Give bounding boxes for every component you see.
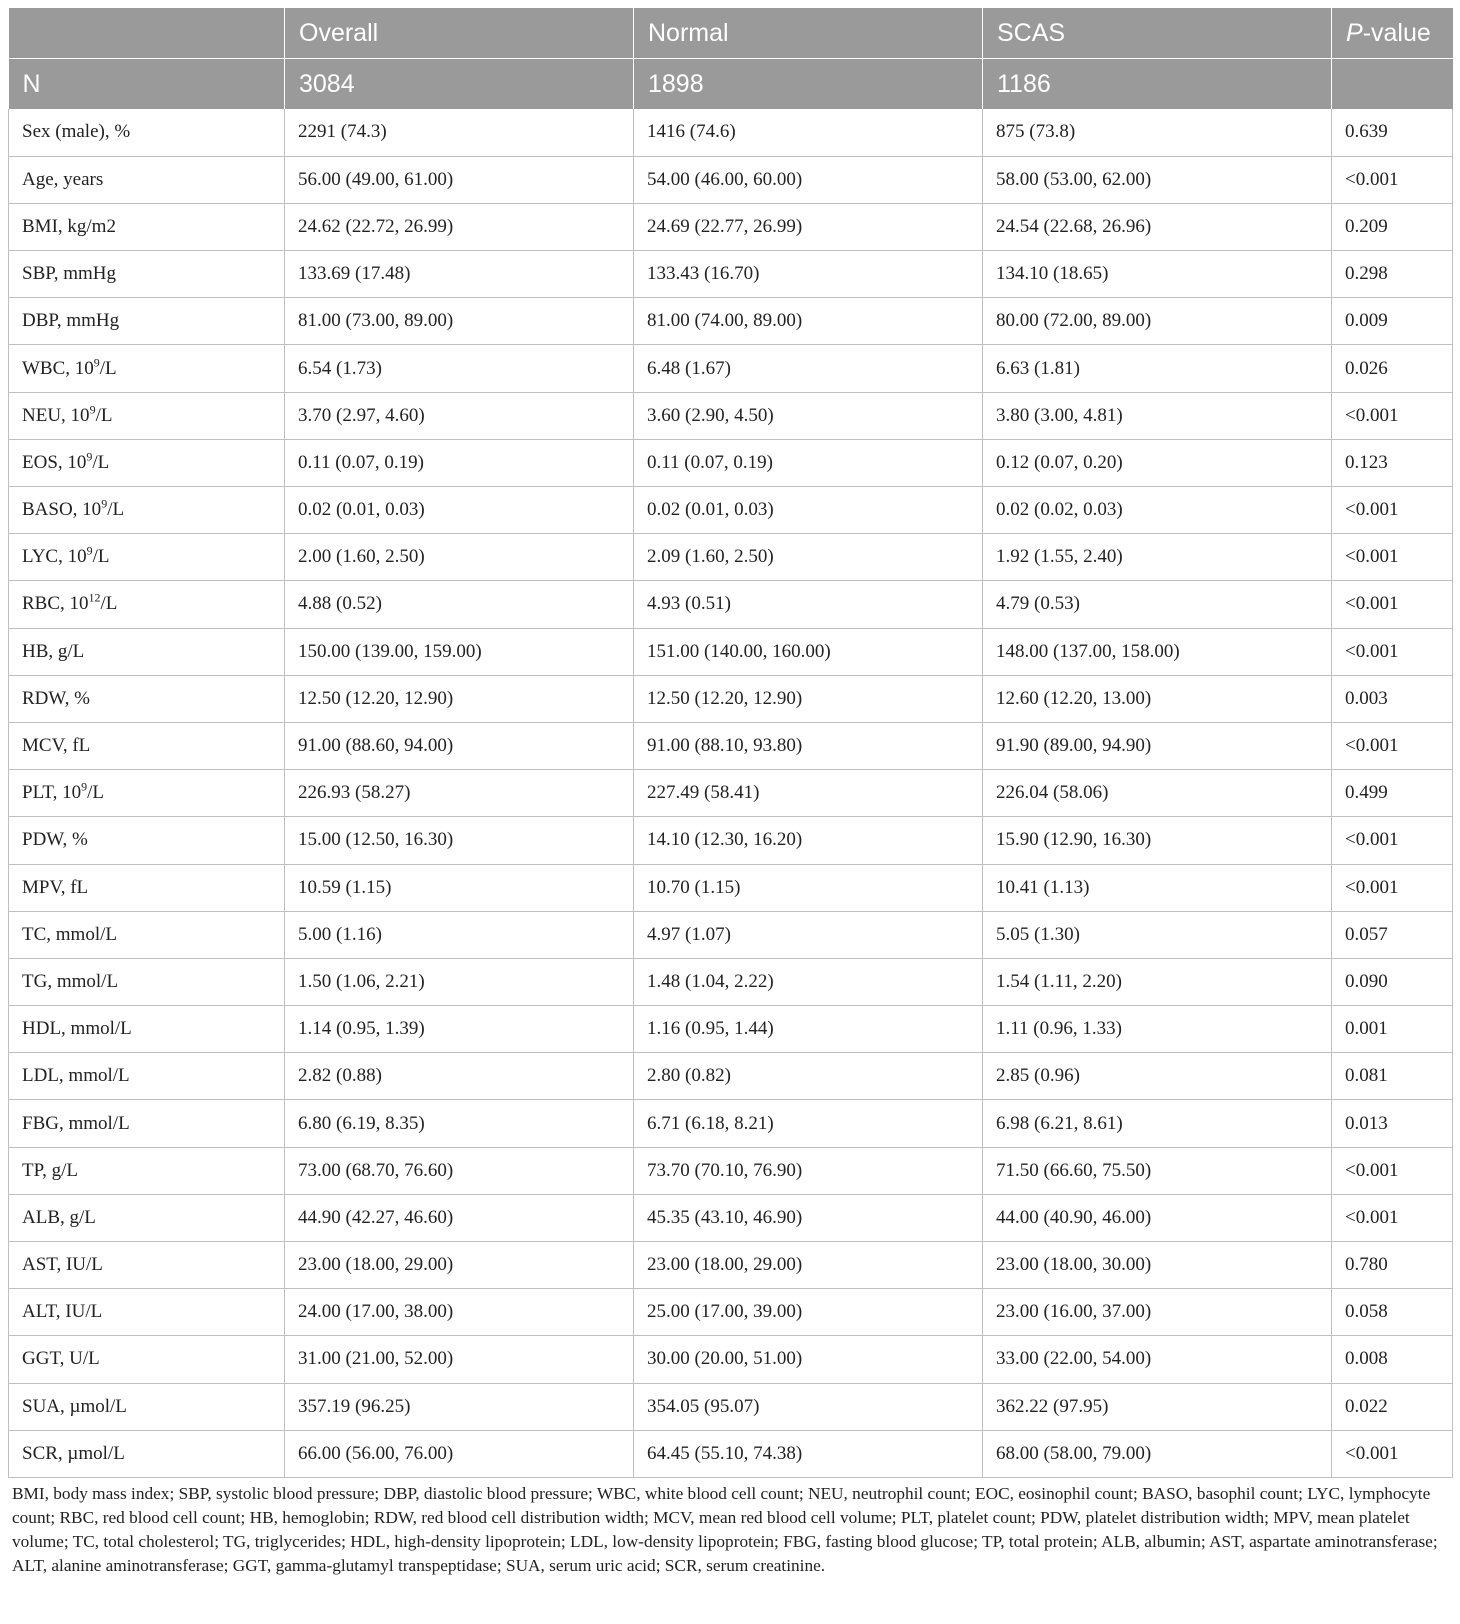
table-row (9, 251, 1453, 298)
cell-overall: 91.00 (88.60, 94.00) (285, 722, 634, 769)
cell-p-value: 0.022 (1332, 1383, 1453, 1430)
table-row (9, 770, 1453, 817)
cell-p-value: 0.081 (1332, 1053, 1453, 1100)
row-label (9, 1383, 285, 1430)
row-label-exponent: 9 (93, 355, 100, 370)
table-row (9, 864, 1453, 911)
cell-normal: 1416 (74.6) (634, 109, 983, 156)
row-label-text: HDL, mmol/L (22, 1018, 132, 1040)
n-p (1332, 59, 1453, 110)
table-row (9, 958, 1453, 1005)
cell-overall: 23.00 (18.00, 29.00) (285, 1242, 634, 1289)
cell-scas: 6.98 (6.21, 8.61) (983, 1100, 1332, 1147)
table-row (9, 439, 1453, 486)
n-scas: 1186 (983, 59, 1332, 110)
row-label-text: HB, g/L (22, 640, 85, 662)
cell-overall: 150.00 (139.00, 159.00) (285, 628, 634, 675)
row-label-text: DBP, mmHg (22, 310, 120, 332)
table-row (9, 1100, 1453, 1147)
cell-overall: 2.82 (0.88) (285, 1053, 634, 1100)
cell-p-value: 0.639 (1332, 109, 1453, 156)
cell-scas: 4.79 (0.53) (983, 581, 1332, 628)
cell-overall: 56.00 (49.00, 61.00) (285, 156, 634, 203)
cell-p-value: 0.499 (1332, 770, 1453, 817)
row-label (9, 1006, 285, 1053)
cell-scas: 875 (73.8) (983, 109, 1332, 156)
p-rest: -value (1362, 18, 1431, 47)
n-label: N (9, 59, 285, 110)
cell-p-value: 0.009 (1332, 298, 1453, 345)
row-label (9, 911, 285, 958)
table-row (9, 487, 1453, 534)
cell-normal: 81.00 (74.00, 89.00) (634, 298, 983, 345)
table-row (9, 203, 1453, 250)
table-container (8, 8, 1452, 1578)
cell-overall: 31.00 (21.00, 52.00) (285, 1336, 634, 1383)
cell-scas: 5.05 (1.30) (983, 911, 1332, 958)
row-label-text: TP, g/L (22, 1159, 78, 1181)
cell-p-value: 0.057 (1332, 911, 1453, 958)
cell-p-value: 0.298 (1332, 251, 1453, 298)
cell-scas: 10.41 (1.13) (983, 864, 1332, 911)
cell-normal: 30.00 (20.00, 51.00) (634, 1336, 983, 1383)
cell-p-value: <0.001 (1332, 392, 1453, 439)
row-label (9, 1430, 285, 1477)
cell-overall: 357.19 (96.25) (285, 1383, 634, 1430)
row-label-text: RDW, % (22, 687, 90, 709)
cell-scas: 3.80 (3.00, 4.81) (983, 392, 1332, 439)
table-row (9, 1242, 1453, 1289)
row-label-unit: /L (95, 404, 113, 426)
row-label-text: WBC, 10 (22, 357, 94, 379)
cell-normal: 354.05 (95.07) (634, 1383, 983, 1430)
row-label-text: Age, years (22, 168, 104, 190)
row-label-text: PLT, 10 (22, 782, 82, 804)
cell-scas: 91.90 (89.00, 94.90) (983, 722, 1332, 769)
cell-scas: 24.54 (22.68, 26.96) (983, 203, 1332, 250)
n-overall: 3084 (285, 59, 634, 110)
cell-overall: 6.54 (1.73) (285, 345, 634, 392)
cell-scas: 33.00 (22.00, 54.00) (983, 1336, 1332, 1383)
cell-p-value: 0.058 (1332, 1289, 1453, 1336)
row-label (9, 298, 285, 345)
cell-overall: 133.69 (17.48) (285, 251, 634, 298)
cell-normal: 45.35 (43.10, 46.90) (634, 1194, 983, 1241)
cell-scas: 44.00 (40.90, 46.00) (983, 1194, 1332, 1241)
table-row (9, 298, 1453, 345)
row-label-text: ALB, g/L (22, 1206, 96, 1228)
row-label (9, 534, 285, 581)
row-label (9, 817, 285, 864)
row-label (9, 1100, 285, 1147)
row-label (9, 581, 285, 628)
cell-normal: 0.11 (0.07, 0.19) (634, 439, 983, 486)
n-normal: 1898 (634, 59, 983, 110)
cell-p-value: <0.001 (1332, 1430, 1453, 1477)
row-label-text: BMI, kg/m2 (22, 215, 116, 237)
cell-p-value: <0.001 (1332, 1194, 1453, 1241)
cell-normal: 3.60 (2.90, 4.50) (634, 392, 983, 439)
cell-overall: 1.50 (1.06, 2.21) (285, 958, 634, 1005)
row-label (9, 1242, 285, 1289)
cell-scas: 362.22 (97.95) (983, 1383, 1332, 1430)
cell-scas: 23.00 (16.00, 37.00) (983, 1289, 1332, 1336)
row-label (9, 487, 285, 534)
row-label-text: RBC, 10 (22, 593, 89, 615)
cell-scas: 58.00 (53.00, 62.00) (983, 156, 1332, 203)
cell-normal: 133.43 (16.70) (634, 251, 983, 298)
header-p-value (1332, 8, 1453, 59)
cell-normal: 1.48 (1.04, 2.22) (634, 958, 983, 1005)
cell-scas: 68.00 (58.00, 79.00) (983, 1430, 1332, 1477)
row-label (9, 1336, 285, 1383)
cell-overall: 3.70 (2.97, 4.60) (285, 392, 634, 439)
table-row (9, 628, 1453, 675)
cell-p-value: <0.001 (1332, 534, 1453, 581)
cell-p-value: <0.001 (1332, 487, 1453, 534)
header-row (9, 8, 1453, 59)
row-label-exponent: 9 (86, 449, 93, 464)
cell-p-value: 0.008 (1332, 1336, 1453, 1383)
row-label-exponent: 12 (88, 591, 101, 606)
cell-overall: 4.88 (0.52) (285, 581, 634, 628)
table-row (9, 1383, 1453, 1430)
cell-scas: 226.04 (58.06) (983, 770, 1332, 817)
cell-overall: 12.50 (12.20, 12.90) (285, 675, 634, 722)
cell-normal: 91.00 (88.10, 93.80) (634, 722, 983, 769)
cell-normal: 4.93 (0.51) (634, 581, 983, 628)
cell-normal: 23.00 (18.00, 29.00) (634, 1242, 983, 1289)
cell-normal: 73.70 (70.10, 76.90) (634, 1147, 983, 1194)
row-label (9, 1147, 285, 1194)
row-label (9, 958, 285, 1005)
row-label-unit: /L (100, 593, 118, 615)
table-row (9, 534, 1453, 581)
row-label-exponent: 9 (81, 779, 88, 794)
header-blank (9, 8, 285, 59)
table-row (9, 1053, 1453, 1100)
row-label-text: LYC, 10 (22, 546, 87, 568)
cell-p-value: <0.001 (1332, 864, 1453, 911)
row-label-text: SCR, µmol/L (22, 1442, 125, 1464)
cell-overall: 24.00 (17.00, 38.00) (285, 1289, 634, 1336)
cell-scas: 80.00 (72.00, 89.00) (983, 298, 1332, 345)
cell-normal: 10.70 (1.15) (634, 864, 983, 911)
row-label (9, 1289, 285, 1336)
cell-overall: 226.93 (58.27) (285, 770, 634, 817)
cell-overall: 73.00 (68.70, 76.60) (285, 1147, 634, 1194)
cell-p-value: <0.001 (1332, 817, 1453, 864)
row-label-text: LDL, mmol/L (22, 1065, 130, 1087)
cell-normal: 14.10 (12.30, 16.20) (634, 817, 983, 864)
row-label (9, 439, 285, 486)
header-scas: SCAS (983, 8, 1332, 59)
cell-p-value: 0.090 (1332, 958, 1453, 1005)
row-label (9, 251, 285, 298)
cell-normal: 12.50 (12.20, 12.90) (634, 675, 983, 722)
cell-normal: 1.16 (0.95, 1.44) (634, 1006, 983, 1053)
cell-p-value: <0.001 (1332, 722, 1453, 769)
row-label (9, 203, 285, 250)
row-label (9, 628, 285, 675)
cell-normal: 151.00 (140.00, 160.00) (634, 628, 983, 675)
cell-scas: 1.11 (0.96, 1.33) (983, 1006, 1332, 1053)
row-label (9, 156, 285, 203)
table-row (9, 1430, 1453, 1477)
cell-scas: 134.10 (18.65) (983, 251, 1332, 298)
row-label (9, 675, 285, 722)
cell-normal: 2.80 (0.82) (634, 1053, 983, 1100)
table-row (9, 1289, 1453, 1336)
cell-normal: 54.00 (46.00, 60.00) (634, 156, 983, 203)
cell-scas: 6.63 (1.81) (983, 345, 1332, 392)
cell-normal: 64.45 (55.10, 74.38) (634, 1430, 983, 1477)
row-label-unit: /L (92, 451, 110, 473)
cell-p-value: <0.001 (1332, 628, 1453, 675)
cell-overall: 66.00 (56.00, 76.00) (285, 1430, 634, 1477)
cell-normal: 4.97 (1.07) (634, 911, 983, 958)
cell-p-value: 0.001 (1332, 1006, 1453, 1053)
row-label-exponent: 9 (101, 496, 108, 511)
row-label-text: MPV, fL (22, 876, 89, 898)
cell-normal: 25.00 (17.00, 39.00) (634, 1289, 983, 1336)
cell-p-value: 0.026 (1332, 345, 1453, 392)
table-row (9, 1006, 1453, 1053)
row-label-text: MCV, fL (22, 735, 91, 757)
cell-overall: 2.00 (1.60, 2.50) (285, 534, 634, 581)
row-label-text: TC, mmol/L (22, 923, 117, 945)
cell-overall: 5.00 (1.16) (285, 911, 634, 958)
row-label-exponent: 9 (86, 543, 93, 558)
row-label-unit: /L (92, 546, 110, 568)
row-label-text: PDW, % (22, 829, 88, 851)
table-body (9, 109, 1453, 1477)
row-label-unit: /L (99, 357, 117, 379)
row-label (9, 1194, 285, 1241)
cell-normal: 6.71 (6.18, 8.21) (634, 1100, 983, 1147)
n-row (9, 59, 1453, 110)
table-header (9, 8, 1453, 109)
cell-overall: 44.90 (42.27, 46.60) (285, 1194, 634, 1241)
cell-normal: 0.02 (0.01, 0.03) (634, 487, 983, 534)
cell-p-value: 0.780 (1332, 1242, 1453, 1289)
row-label (9, 770, 285, 817)
row-label-text: ALT, IU/L (22, 1301, 103, 1323)
header-normal: Normal (634, 8, 983, 59)
table-row (9, 392, 1453, 439)
row-label-text: Sex (male), % (22, 121, 131, 143)
cell-normal: 227.49 (58.41) (634, 770, 983, 817)
cell-p-value: <0.001 (1332, 1147, 1453, 1194)
row-label-text: BASO, 10 (22, 499, 102, 521)
p-italic: P (1346, 18, 1363, 47)
row-label-text: SBP, mmHg (22, 263, 116, 285)
row-label-unit: /L (107, 499, 125, 521)
table-row (9, 1194, 1453, 1241)
table-row (9, 817, 1453, 864)
table-row (9, 722, 1453, 769)
cell-scas: 15.90 (12.90, 16.30) (983, 817, 1332, 864)
row-label (9, 1053, 285, 1100)
cell-normal: 6.48 (1.67) (634, 345, 983, 392)
row-label (9, 722, 285, 769)
cell-overall: 0.11 (0.07, 0.19) (285, 439, 634, 486)
cell-p-value: 0.123 (1332, 439, 1453, 486)
cell-p-value: 0.013 (1332, 1100, 1453, 1147)
row-label-unit: /L (87, 782, 105, 804)
table-row (9, 675, 1453, 722)
row-label (9, 864, 285, 911)
cell-scas: 0.12 (0.07, 0.20) (983, 439, 1332, 486)
header-overall: Overall (285, 8, 634, 59)
cell-scas: 12.60 (12.20, 13.00) (983, 675, 1332, 722)
row-label-exponent: 9 (89, 402, 96, 417)
cell-scas: 1.92 (1.55, 2.40) (983, 534, 1332, 581)
table-row (9, 345, 1453, 392)
cell-p-value: 0.003 (1332, 675, 1453, 722)
row-label-text: SUA, µmol/L (22, 1395, 127, 1417)
row-label-text: FBG, mmol/L (22, 1112, 130, 1134)
row-label-text: TG, mmol/L (22, 970, 119, 992)
cell-scas: 0.02 (0.02, 0.03) (983, 487, 1332, 534)
cell-scas: 2.85 (0.96) (983, 1053, 1332, 1100)
cell-overall: 10.59 (1.15) (285, 864, 634, 911)
cell-overall: 24.62 (22.72, 26.99) (285, 203, 634, 250)
table-row (9, 1147, 1453, 1194)
cell-overall: 15.00 (12.50, 16.30) (285, 817, 634, 864)
table-row (9, 156, 1453, 203)
row-label-text: GGT, U/L (22, 1348, 100, 1370)
cell-scas: 23.00 (18.00, 30.00) (983, 1242, 1332, 1289)
cell-overall: 2291 (74.3) (285, 109, 634, 156)
row-label-text: AST, IU/L (22, 1254, 103, 1276)
cell-p-value: <0.001 (1332, 581, 1453, 628)
row-label (9, 345, 285, 392)
table-footnote: BMI, body mass index; SBP, systolic blood pressure; DBP, diastolic blood pressure; WBC, white blood cell count; NEU, neutrophil count; EOC, eosinophil count; BASO, basophil count; LYC, lymphocyte count; RBC, red blood cell count; HB, hemoglobin; RDW, red blood cell distribution width; MCV, mean red blood cell volume; PLT, platelet count; PDW, platelet distribution width; MPV, mean platelet volume; TC, total cholesterol; TG, triglycerides; HDL, high-density lipoprotein; LDL, low-density lipoprotein; FBG, fasting blood glucose; TP, total protein; ALB, albumin; AST, aspartate aminotransferase; ALT, alanine aminotransferase; GGT, gamma-glutamyl transpeptidase; SUA, serum uric acid; SCR, serum creatinine. (12, 1483, 1438, 1575)
cell-p-value: 0.209 (1332, 203, 1453, 250)
cell-overall: 0.02 (0.01, 0.03) (285, 487, 634, 534)
cell-overall: 1.14 (0.95, 1.39) (285, 1006, 634, 1053)
cell-scas: 71.50 (66.60, 75.50) (983, 1147, 1332, 1194)
cell-normal: 2.09 (1.60, 2.50) (634, 534, 983, 581)
table-row (9, 911, 1453, 958)
row-label (9, 392, 285, 439)
table-row (9, 1336, 1453, 1383)
row-label-text: NEU, 10 (22, 404, 90, 426)
row-label (9, 109, 285, 156)
table-row (9, 109, 1453, 156)
cell-scas: 148.00 (137.00, 158.00) (983, 628, 1332, 675)
cell-normal: 24.69 (22.77, 26.99) (634, 203, 983, 250)
cell-p-value: <0.001 (1332, 156, 1453, 203)
table-row (9, 581, 1453, 628)
cell-scas: 1.54 (1.11, 2.20) (983, 958, 1332, 1005)
row-label-text: EOS, 10 (22, 451, 87, 473)
cell-overall: 6.80 (6.19, 8.35) (285, 1100, 634, 1147)
cell-overall: 81.00 (73.00, 89.00) (285, 298, 634, 345)
characteristics-table (8, 8, 1453, 1478)
